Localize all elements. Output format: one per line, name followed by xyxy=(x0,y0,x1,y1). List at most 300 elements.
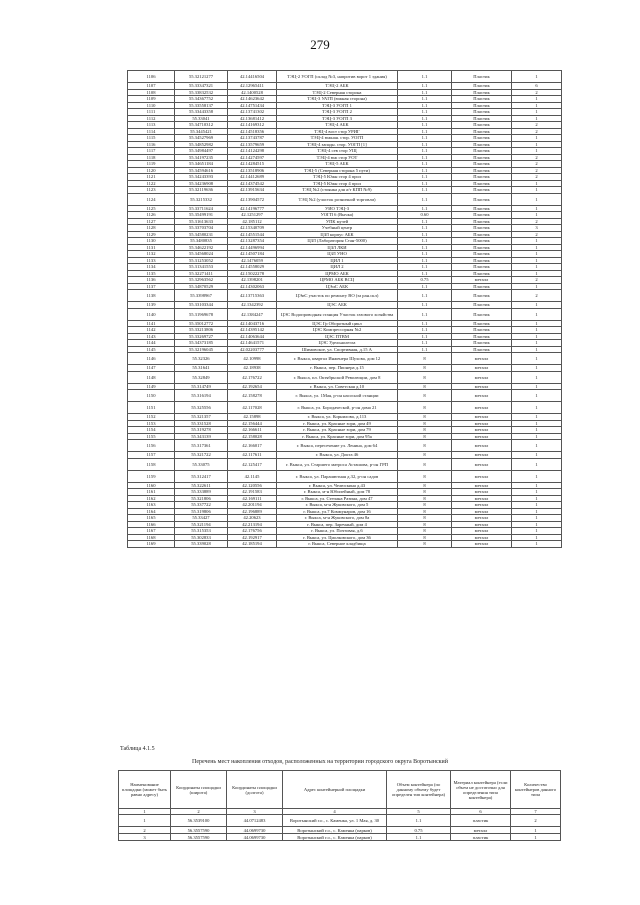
address-cell: ЦЭС Компрессорная №2 xyxy=(277,327,398,334)
address-cell: г. Выкса, ул. Корнилова, д.113 xyxy=(277,414,398,421)
volume-cell: 8 xyxy=(398,458,452,470)
material-cell: Пластик xyxy=(452,167,512,174)
count-cell: 1 xyxy=(512,365,562,372)
latitude-cell: 55.317361 xyxy=(175,440,228,452)
longitude-cell: 42.14302063 xyxy=(228,283,277,290)
material-cell: Пластик xyxy=(452,89,512,96)
latitude-cell: 55.34197235 xyxy=(175,154,228,161)
longitude-cell: 42.13518906 xyxy=(228,167,277,174)
row-number: 1166 xyxy=(128,521,175,528)
header-number: 1 xyxy=(119,809,171,815)
row-number: 1134 xyxy=(128,264,175,271)
volume-cell: 1.1 xyxy=(398,340,452,347)
longitude-cell: 42.14374542 xyxy=(228,180,277,187)
latitude-cell: 55.32271411 xyxy=(175,270,228,277)
count-cell: 1 xyxy=(512,420,562,427)
longitude-cell: 44.0699730 xyxy=(227,834,283,841)
count-cell: 1 xyxy=(512,495,562,502)
row-number: 1141 xyxy=(128,320,175,327)
header-site-name: Наименование площадки (может быть равно адресу) xyxy=(119,771,171,809)
table-row xyxy=(128,440,562,452)
latitude-cell: 55.3480835 xyxy=(175,238,228,245)
row-number: 1145 xyxy=(128,346,175,353)
longitude-cell: 42.15340709 xyxy=(228,225,277,232)
volume-cell: 1.1 xyxy=(398,225,452,232)
latitude-cell: 55.325556 xyxy=(175,402,228,414)
longitude-cell: 42.166017 xyxy=(228,440,277,452)
row-number: 1 xyxy=(119,815,171,827)
table-row xyxy=(128,290,562,302)
volume-cell: 1.1 xyxy=(398,161,452,168)
count-cell: 2 xyxy=(512,218,562,225)
volume-cell: 1.1 xyxy=(387,834,451,841)
row-number: 1158 xyxy=(128,458,175,470)
material-cell: металл xyxy=(452,541,512,548)
count-cell: 1 xyxy=(511,834,561,841)
latitude-cell: 55.339028 xyxy=(175,541,228,548)
latitude-cell: 55.302833 xyxy=(175,534,228,541)
material-cell: металл xyxy=(452,528,512,535)
count-cell: 1 xyxy=(512,489,562,496)
count-cell: 1 xyxy=(512,346,562,353)
longitude-cell: 42.14518356 xyxy=(228,128,277,135)
latitude-cell: 55.331528 xyxy=(175,420,228,427)
longitude-cell: 42.156444 xyxy=(228,420,277,427)
address-cell: ТЭЦ-4 сев стор УЩ xyxy=(277,148,398,155)
address-cell: г. Выкса, ул. Почтовая, д.6 xyxy=(277,528,398,535)
count-cell: 1 xyxy=(512,115,562,122)
count-cell: 1 xyxy=(512,371,562,383)
material-cell: Пластик xyxy=(452,128,512,135)
longitude-cell: 42.13904572 xyxy=(228,193,277,205)
longitude-cell: 42.14043716 xyxy=(228,320,277,327)
volume-cell: 1.1 xyxy=(398,83,452,90)
latitude-cell: 55.319278 xyxy=(175,427,228,434)
longitude-cell: 42.14196777 xyxy=(228,205,277,212)
row-number: 1162 xyxy=(128,495,175,502)
material-cell: Пластик xyxy=(452,333,512,340)
header-number: 7 xyxy=(511,809,561,815)
address-cell: ТЭЦ-4 юж стор УОТ xyxy=(277,154,398,161)
table-row xyxy=(128,458,562,470)
count-cell: 1 xyxy=(512,452,562,459)
latitude-cell: 55.33558137 xyxy=(175,102,228,109)
header-row xyxy=(119,771,561,809)
material-cell: металл xyxy=(452,502,512,509)
address-cell: г. Выкса, ул. Красные зори, дом 95а xyxy=(277,433,398,440)
row-number: 1107 xyxy=(128,83,175,90)
longitude-cell: 42.14395142 xyxy=(228,327,277,334)
volume-cell: 1.1 xyxy=(398,122,452,129)
material-cell: Пластик xyxy=(452,320,512,327)
longitude-cell: 42.13915634 xyxy=(228,187,277,194)
count-cell: 2 xyxy=(511,815,561,827)
count-cell: 1 xyxy=(512,193,562,205)
count-cell: 1 xyxy=(512,433,562,440)
latitude-cell: 55.31613633 xyxy=(175,218,228,225)
material-cell: пластик xyxy=(451,815,511,827)
row-number: 1159 xyxy=(128,470,175,482)
header-volume: Объем контейнера (по данному объему будет определен тип контейнера) xyxy=(387,771,451,809)
count-cell: 2 xyxy=(512,290,562,302)
material-cell: Пластик xyxy=(452,225,512,232)
row-number: 1136 xyxy=(128,277,175,284)
longitude-cell: 42.14496994 xyxy=(228,244,277,251)
row-number: 1143 xyxy=(128,333,175,340)
volume-cell: 8 xyxy=(398,402,452,414)
row-number: 1111 xyxy=(128,109,175,116)
row-number: 1154 xyxy=(128,427,175,434)
row-number: 1120 xyxy=(128,167,175,174)
row-number: 1157 xyxy=(128,452,175,459)
row-number: 1125 xyxy=(128,205,175,212)
longitude-cell: 42.15022278 xyxy=(228,270,277,277)
row-number: 1137 xyxy=(128,283,175,290)
count-cell: 1 xyxy=(512,180,562,187)
address-cell: г. Выкса, ул. Степана Разина, дом 47 xyxy=(277,495,398,502)
header-number: 6 xyxy=(451,809,511,815)
volume-cell: 1.1 xyxy=(398,346,452,353)
longitude-cell: 42.176756 xyxy=(228,528,277,535)
material-cell: Пластик xyxy=(452,174,512,181)
longitude-cell: 42.14416504 xyxy=(228,71,277,83)
volume-cell: 1.1 xyxy=(398,327,452,334)
count-cell: 3 xyxy=(512,225,562,232)
address-cell: г. Выкса, м-н Жуковского, дом 5 xyxy=(277,502,398,509)
material-cell: металл xyxy=(452,371,512,383)
count-cell: 6 xyxy=(512,83,562,90)
material-cell: Пластик xyxy=(452,251,512,258)
row-number: 1153 xyxy=(128,420,175,427)
count-cell: 1 xyxy=(511,827,561,834)
volume-cell: 8 xyxy=(398,371,452,383)
material-cell: металл xyxy=(452,402,512,414)
row-number: 1129 xyxy=(128,231,175,238)
longitude-cell: 42.169111 xyxy=(228,495,277,502)
longitude-cell: 42.13287354 xyxy=(228,238,277,245)
volume-cell: 8 xyxy=(398,440,452,452)
volume-cell: 8 xyxy=(398,427,452,434)
longitude-cell: 42.14558029 xyxy=(228,264,277,271)
material-cell: металл xyxy=(452,458,512,470)
count-cell: 1 xyxy=(512,109,562,116)
count-cell: 1 xyxy=(512,333,562,340)
latitude-cell: 55.33427 xyxy=(175,515,228,522)
longitude-cell: 42.13741302 xyxy=(228,109,277,116)
row-number: 2 xyxy=(119,827,171,834)
material-cell: металл xyxy=(451,827,511,834)
latitude-cell: 55.337722 xyxy=(175,502,228,509)
material-cell: Пластик xyxy=(452,212,512,219)
material-cell: Пластик xyxy=(452,102,512,109)
address-cell: г. Выкса, м-н Жуковского, дом 8а xyxy=(277,515,398,522)
address-cell: ЦЭС Удельнолегла xyxy=(277,340,398,347)
longitude-cell: 42.14124298 xyxy=(228,148,277,155)
container-sites-body xyxy=(128,71,562,548)
address-cell: ТЭЦ-2 Северная сторона xyxy=(277,89,398,96)
row-number: 1144 xyxy=(128,340,175,347)
volume-cell: 8 xyxy=(398,489,452,496)
latitude-cell: 55.315353 xyxy=(175,528,228,535)
count-cell: 1 xyxy=(512,383,562,390)
row-number: 1122 xyxy=(128,180,175,187)
count-cell: 1 xyxy=(512,71,562,83)
volume-cell: 1.1 xyxy=(398,154,452,161)
address-cell: ТЭЦ-3 УОГП 2 xyxy=(277,109,398,116)
count-cell: 1 xyxy=(512,244,562,251)
volume-cell: 8 xyxy=(398,495,452,502)
latitude-cell: 56.3557590 xyxy=(171,834,227,841)
header-material: Материал контейнера (если объем не достаточно для определения типа контейнера) xyxy=(451,771,511,809)
row-number: 1161 xyxy=(128,489,175,496)
latitude-cell: 55.33703704 xyxy=(175,225,228,232)
table-row xyxy=(128,470,562,482)
latitude-cell: 55.33103344 xyxy=(175,302,228,309)
row-number: 1121 xyxy=(128,174,175,181)
longitude-cell: 42.1251297 xyxy=(228,212,277,219)
count-cell: 2 xyxy=(512,167,562,174)
longitude-cell: 42.14274597 xyxy=(228,154,277,161)
address-cell: ТЭЦ-3 УАТП (южная сторона) xyxy=(277,96,398,103)
longitude-cell: 42.18938 xyxy=(228,365,277,372)
table-row xyxy=(119,834,561,841)
longitude-cell: 42.191583 xyxy=(228,489,277,496)
row-number: 1160 xyxy=(128,482,175,489)
volume-cell: 1.1 xyxy=(398,244,452,251)
volume-cell: 1.1 xyxy=(398,333,452,340)
count-cell: 1 xyxy=(512,308,562,320)
volume-cell: 1.1 xyxy=(398,302,452,309)
address-cell: ТЭЦ-4 вост стор УРИГ xyxy=(277,128,398,135)
material-cell: Пластик xyxy=(452,96,512,103)
longitude-cell: 42.185112 xyxy=(228,218,277,225)
address-cell: ТЭЦ-4 западн. стор. УОГП [1] xyxy=(277,141,398,148)
material-cell: металл xyxy=(452,383,512,390)
volume-cell: 1.1 xyxy=(398,270,452,277)
count-cell: 1 xyxy=(512,251,562,258)
table-row xyxy=(128,402,562,414)
longitude-cell: 42.1145 xyxy=(228,470,277,482)
row-number: 1123 xyxy=(128,187,175,194)
table-row xyxy=(128,71,562,83)
count-cell: 2 xyxy=(512,89,562,96)
latitude-cell: 55.33443358 xyxy=(175,109,228,116)
volume-cell: 8 xyxy=(398,528,452,535)
address-cell: ЦЭиС участок по ремонту ВО (за ран.скл) xyxy=(277,290,398,302)
count-cell: 1 xyxy=(512,270,562,277)
latitude-cell: 55.33832532 xyxy=(175,89,228,96)
volume-cell: 1.1 xyxy=(398,187,452,194)
address-cell: ТЭЦ-4 южная. стор. УОГП xyxy=(277,135,398,142)
address-cell: ЦРМО АБК ВСЦ xyxy=(277,277,398,284)
address-cell: ТЭЦ-3 УОГП 3 xyxy=(277,115,398,122)
material-cell: металл xyxy=(452,390,512,402)
latitude-cell: 55.34852982 xyxy=(175,141,228,148)
address-cell: ТЭЦ-5 АБК xyxy=(277,161,398,168)
row-number: 1118 xyxy=(128,154,175,161)
address-cell: г. Выкса, м-н Юбилейный, дом 78 xyxy=(277,489,398,496)
count-cell: 1 xyxy=(512,96,562,103)
longitude-cell: 42.14507184 xyxy=(228,251,277,258)
row-number: 1114 xyxy=(128,128,175,135)
volume-cell: 1.1 xyxy=(398,231,452,238)
count-cell: 1 xyxy=(512,427,562,434)
row-number: 1115 xyxy=(128,135,175,142)
volume-cell: 1.1 xyxy=(398,257,452,264)
volume-cell: 1.1 xyxy=(398,141,452,148)
header-number: 2 xyxy=(171,809,227,815)
row-number: 1116 xyxy=(128,141,175,148)
material-cell: Пластик xyxy=(452,135,512,142)
address-cell: г. Выкса, ул. Старшего матроса Асташова, р-он ГРП xyxy=(277,458,398,470)
count-cell: 1 xyxy=(512,302,562,309)
material-cell: Пластик xyxy=(452,115,512,122)
latitude-cell: 55.32849 xyxy=(175,371,228,383)
volume-cell: 1.1 xyxy=(398,109,452,116)
row-number: 1108 xyxy=(128,89,175,96)
count-cell: 1 xyxy=(512,458,562,470)
latitude-cell: 55.33075 xyxy=(175,458,228,470)
material-cell: металл xyxy=(452,489,512,496)
address-cell: ЦИЛ 1 xyxy=(277,257,398,264)
latitude-cell: 55.319806 xyxy=(175,508,228,515)
row-number: 1155 xyxy=(128,433,175,440)
row-number: 1142 xyxy=(128,327,175,334)
latitude-cell: 55.3398967 xyxy=(175,290,228,302)
latitude-cell: 55.34710312 xyxy=(175,122,228,129)
row-number: 1164 xyxy=(128,508,175,515)
material-cell: Пластик xyxy=(452,187,512,194)
latitude-cell: 55.33711624 xyxy=(175,205,228,212)
volume-cell: 1.1 xyxy=(398,71,452,83)
latitude-cell: 55.35499191 xyxy=(175,212,228,219)
longitude-cell: 42.192917 xyxy=(228,534,277,541)
table-row xyxy=(119,827,561,834)
material-cell: Пластик xyxy=(452,257,512,264)
table-caption-title: Перечень мест накопления отходов, расположенных на территории городского округа Воротынский xyxy=(192,759,448,765)
row-number: 1147 xyxy=(128,365,175,372)
count-cell: 1 xyxy=(512,102,562,109)
count-cell: 1 xyxy=(512,264,562,271)
volume-cell: 1.1 xyxy=(398,205,452,212)
count-cell: 1 xyxy=(512,212,562,219)
address-cell: ЦЭС Гр Оборотный цикл xyxy=(277,320,398,327)
longitude-cell: 42.14412689 xyxy=(228,174,277,181)
address-cell: ТЭЦ-4 АБК xyxy=(277,122,398,129)
latitude-cell: 55.32196045 xyxy=(175,346,228,353)
longitude-cell: 42.117028 xyxy=(228,402,277,414)
material-cell: Пластик xyxy=(452,83,512,90)
longitude-cell: 42.158278 xyxy=(228,390,277,402)
row-number: 1163 xyxy=(128,502,175,509)
address-cell: Воротынский г.о., с. Каменка, ул. 1 Мая, д. 30 xyxy=(283,815,387,827)
volume-cell: 8 xyxy=(398,414,452,421)
count-cell: 1 xyxy=(512,402,562,414)
address-cell: ЦЭиС АБК xyxy=(277,283,398,290)
row-number: 1112 xyxy=(128,115,175,122)
volume-cell: 8 xyxy=(398,470,452,482)
row-number: 1124 xyxy=(128,193,175,205)
address-cell: г. Выкса, ул. Красные зори, дом 79 xyxy=(277,427,398,434)
address-cell: Воротынский г.о., с. Каменка (парков) xyxy=(283,834,387,841)
material-cell: пластик xyxy=(451,834,511,841)
address-cell: г. Выкса, ул. Бородаческой, р-он дома 21 xyxy=(277,402,398,414)
row-number: 1133 xyxy=(128,257,175,264)
address-cell: ЦЗЛ (Лаборатория Стан-5000) xyxy=(277,238,398,245)
volume-cell: 8 xyxy=(398,452,452,459)
address-cell: Воротынский г.о., с. Каменка (парков) xyxy=(283,827,387,834)
material-cell: металл xyxy=(452,534,512,541)
count-cell: 2 xyxy=(512,154,562,161)
address-cell: ЦЭС АБК xyxy=(277,302,398,309)
count-cell: 1 xyxy=(512,257,562,264)
latitude-cell: 55.34580231 xyxy=(175,231,228,238)
latitude-cell: 55.321357 xyxy=(175,414,228,421)
row-number: 1140 xyxy=(128,308,175,320)
count-cell: 2 xyxy=(512,128,562,135)
count-cell: 1 xyxy=(512,238,562,245)
count-cell: 1 xyxy=(512,135,562,142)
row-number: 1131 xyxy=(128,244,175,251)
address-cell: ТЭЦ №2 (участок розничной торговли) xyxy=(277,193,398,205)
volume-cell: 1.1 xyxy=(398,218,452,225)
address-cell: г. Выкса, пер. Заречный, дом 4 xyxy=(277,521,398,528)
address-cell: г. Выкса, ул. Циолковского, дом 36 xyxy=(277,534,398,541)
vorotynsky-sites-table xyxy=(118,770,561,841)
volume-cell: 8 xyxy=(398,515,452,522)
latitude-cell: 55.31641 xyxy=(175,365,228,372)
latitude-cell: 55.316194 xyxy=(175,390,228,402)
address-cell: г. Выкса, квартал Инженера Шухова, дом 12 xyxy=(277,353,398,365)
table-row xyxy=(128,308,562,320)
longitude-cell: 42.13743787 xyxy=(228,135,277,142)
volume-cell: 1.1 xyxy=(398,135,452,142)
latitude-cell: 55.34568024 xyxy=(175,251,228,258)
address-cell: г. Выкса, ул. Красные зори, дом 49 xyxy=(277,420,398,427)
row-number: 1106 xyxy=(128,71,175,83)
material-cell: Пластик xyxy=(452,231,512,238)
address-cell: ЦЭС ПТВМ xyxy=(277,333,398,340)
volume-cell: 8 xyxy=(398,390,452,402)
address-cell: ЦРМО АБК xyxy=(277,270,398,277)
address-cell: г. Выкса, ул. 1Мая, р-он насосной станции xyxy=(277,390,398,402)
volume-cell: 1.1 xyxy=(398,128,452,135)
volume-cell: 1.1 xyxy=(398,308,452,320)
address-cell: г. Выкса, ул. Докта 46 xyxy=(277,452,398,459)
header-number: 3 xyxy=(227,809,283,815)
volume-cell: 8 xyxy=(398,365,452,372)
row-number: 1168 xyxy=(128,534,175,541)
material-cell: металл xyxy=(452,440,512,452)
count-cell: 1 xyxy=(512,205,562,212)
material-cell: металл xyxy=(452,427,512,434)
count-cell: 1 xyxy=(512,148,562,155)
material-cell: металл xyxy=(452,433,512,440)
volume-cell: 8 xyxy=(398,482,452,489)
address-cell: г. Выкса, пересечение ул. Ленина, дом 64 xyxy=(277,440,398,452)
latitude-cell: 55.3215332 xyxy=(175,193,228,205)
latitude-cell: 55.33213806 xyxy=(175,327,228,334)
volume-cell: 8 xyxy=(398,521,452,528)
row-number: 1139 xyxy=(128,302,175,309)
table-row xyxy=(128,353,562,365)
count-cell: 1 xyxy=(512,187,562,194)
material-cell: Пластик xyxy=(452,154,512,161)
material-cell: металл xyxy=(452,482,512,489)
address-cell: ЦЗЛ корпус АБК xyxy=(277,231,398,238)
row-number: 1119 xyxy=(128,161,175,168)
longitude-cell: 42.1400528 xyxy=(228,89,277,96)
